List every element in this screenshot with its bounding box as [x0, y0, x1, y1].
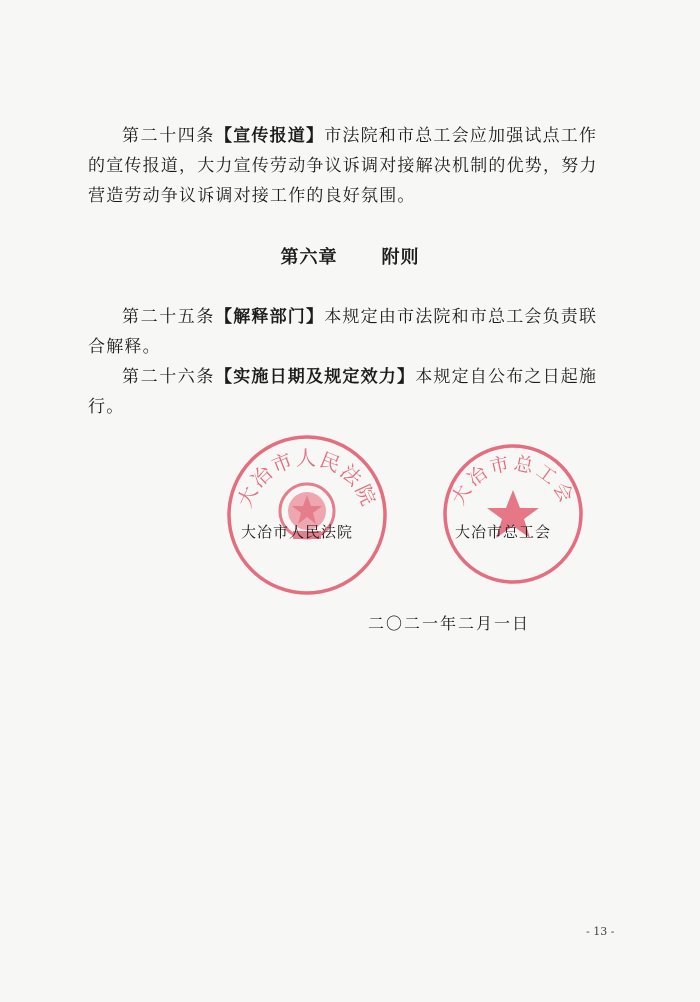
union-seal — [441, 442, 585, 586]
article-24-number: 第二十四条 — [122, 126, 215, 146]
article-25 — [88, 302, 613, 362]
union-signature: 大冶市总工会 — [455, 523, 552, 541]
article-25-heading: 【解释部门】 — [215, 307, 325, 327]
article-26-number: 第二十六条 — [122, 367, 215, 387]
court-signature: 大冶市人民法院 — [241, 523, 354, 541]
article-26-text: 本规定自公布之日起施行。 — [88, 367, 598, 417]
court-seal — [225, 433, 389, 597]
article-24 — [88, 121, 613, 211]
article-24-heading: 【宣传报道】 — [215, 126, 325, 146]
article-25-number: 第二十五条 — [122, 307, 215, 327]
article-26 — [88, 362, 613, 422]
court-seal-ring-text: 大冶市人民法院 — [232, 446, 382, 511]
article-26-heading: 【实施日期及规定效力】 — [215, 367, 416, 387]
chapter-number: 第六章 — [280, 247, 338, 268]
chapter-heading — [0, 243, 700, 269]
article-24-text: 市法院和市总工会应加强试点工作的宣传报道，大力宣传劳动争议诉调对接解决机制的优势，努力营造劳动争议诉调对接工作的良好氛围。 — [88, 126, 598, 206]
page-number: - 13 - — [586, 925, 615, 938]
chapter-title: 附则 — [381, 247, 420, 268]
article-25-text: 本规定由市法院和市总工会负责联合解释。 — [88, 307, 598, 357]
union-seal-ring-text: 大冶市总工会 — [447, 452, 579, 509]
signing-date: 二〇二一年二月一日 — [368, 614, 531, 633]
